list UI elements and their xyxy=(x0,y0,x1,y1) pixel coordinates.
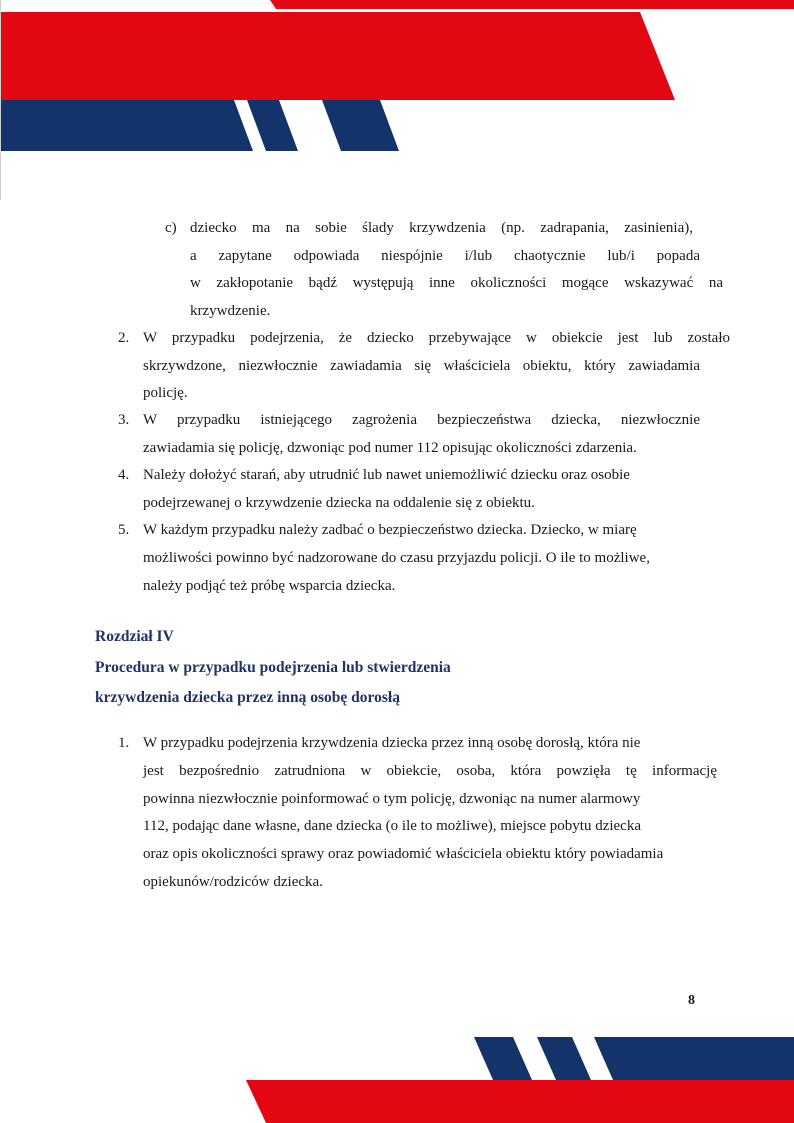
chapter-title-line: Procedura w przypadku podejrzenia lub stwierdzenia xyxy=(95,659,451,676)
list-item-line: skrzywdzone, niezwłocznie zawiadamia się właściciela obiektu, który zawiadamia xyxy=(143,358,700,374)
footer-navy-stripe-3 xyxy=(594,1037,794,1080)
list-item-number: 4. xyxy=(118,467,130,483)
list-item-number: 2. xyxy=(118,330,130,346)
list-item-number: 1. xyxy=(118,735,130,751)
header-navy-stripe-2 xyxy=(247,100,298,151)
sublist-item-c-line: dziecko ma na sobie ślady krzywdzenia (np. zadrapania, zasinienia), xyxy=(190,220,693,236)
footer-red-band xyxy=(246,1080,794,1123)
list-item-line: policję. xyxy=(143,385,188,401)
list-item-line: zawiadamia się policję, dzwoniąc pod numer 112 opisując okoliczności zdarzenia. xyxy=(143,440,637,456)
page-number: 8 xyxy=(688,993,695,1008)
sublist-marker-c: c) xyxy=(165,220,177,236)
list-item-line: W przypadku podejrzenia krzywdzenia dziecka przez inną osobę dorosłą, która nie xyxy=(143,735,641,751)
sublist-item-c-line: w zakłopotanie bądź występują inne okoliczności mogące wskazywać na xyxy=(190,275,723,291)
list-item-line: 112, podając dane własne, dane dziecka (o ile to możliwe), miejsce pobytu dziecka xyxy=(143,818,641,834)
list-item-line: należy podjąć też próbę wsparcia dziecka. xyxy=(143,578,396,594)
header-navy-stripe-1 xyxy=(0,100,253,151)
sublist-item-c-line: a zapytane odpowiada niespójnie i/lub chaotycznie lub/i popada xyxy=(190,248,700,264)
chapter-label: Rozdział IV xyxy=(95,628,174,645)
list-item-line: Należy dołożyć starań, aby utrudnić lub nawet uniemożliwić dziecku oraz osobie xyxy=(143,467,630,483)
list-item-line: opiekunów/rodziców dziecka. xyxy=(143,874,323,890)
list-item-line: jest bezpośrednio zatrudniona w obiekcie, osoba, która powzięła tę informację xyxy=(143,763,717,779)
footer-navy-stripe-2 xyxy=(537,1037,591,1080)
page-edge xyxy=(0,0,1,200)
list-item-number: 3. xyxy=(118,412,130,428)
list-item-line: W przypadku podejrzenia, że dziecko przebywające w obiekcie jest lub zostało xyxy=(143,330,730,346)
list-item-line: W każdym przypadku należy zadbać o bezpieczeństwo dziecka. Dziecko, w miarę xyxy=(143,522,637,538)
header-red-band-thin xyxy=(270,0,794,9)
chapter-title-line: krzywdzenia dziecka przez inną osobę dorosłą xyxy=(95,689,400,706)
header-navy-stripe-3 xyxy=(322,100,399,151)
header-decoration xyxy=(0,0,794,200)
list-item-line: podejrzewanej o krzywdzenie dziecka na oddalenie się z obiektu. xyxy=(143,495,535,511)
list-item-line: oraz opis okoliczności sprawy oraz powiadomić właściciela obiektu który powiadamia xyxy=(143,846,664,862)
list-item-line: możliwości powinno być nadzorowane do czasu przyjazdu policji. O ile to możliwe, xyxy=(143,550,650,566)
footer-navy-stripe-1 xyxy=(474,1037,532,1080)
list-item-line: W przypadku istniejącego zagrożenia bezpieczeństwa dziecka, niezwłocznie xyxy=(143,412,700,428)
list-item-number: 5. xyxy=(118,522,130,538)
sublist-item-c-line: krzywdzenie. xyxy=(190,303,271,319)
header-red-band xyxy=(0,12,675,100)
list-item-line: powinna niezwłocznie poinformować o tym policję, dzwoniąc na numer alarmowy xyxy=(143,791,641,807)
